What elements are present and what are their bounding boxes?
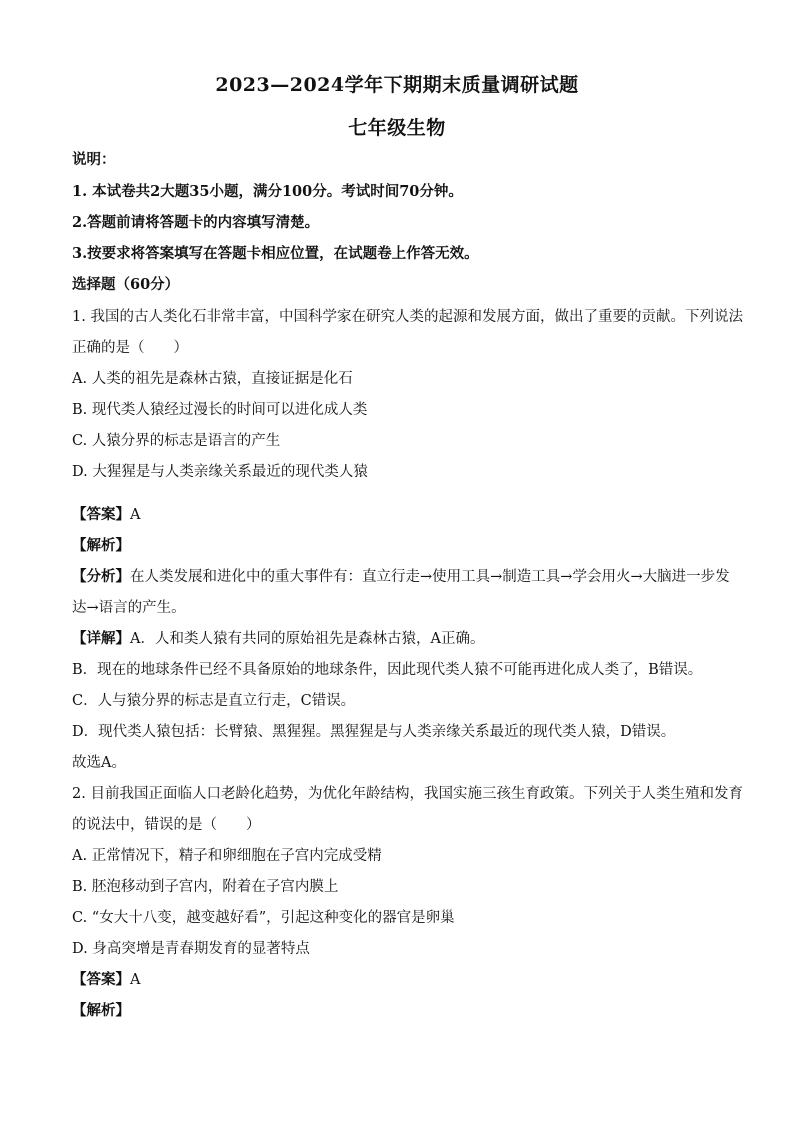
instruction-item-3: 3.按要求将答案填写在答题卡相应位置，在试题卷上作答无效。 <box>72 245 479 262</box>
q1-stem-line2: 正确的是（ ） <box>72 340 188 356</box>
answer-value: A <box>130 507 141 523</box>
q1-fenxi-line1 <box>72 567 732 587</box>
section-title: 选择题（60分） <box>72 276 180 293</box>
q2-option-c: C. “女大十八变，越变越好看”，引起这种变化的器官是卵巢 <box>72 910 455 926</box>
instruction-item-2: 2.答题前请将答题卡的内容填写清楚。 <box>72 214 320 231</box>
answer-tag: 【答案】 <box>72 506 130 523</box>
q2-analysis-tag: 【解析】 <box>72 1002 130 1019</box>
answer-tag: 【答案】 <box>72 971 130 988</box>
fenxi-tag: 【分析】 <box>72 568 130 585</box>
q1-conclusion: 故选A。 <box>72 755 126 771</box>
q1-option-d: D. 大猩猩是与人类亲缘关系最近的现代类人猿 <box>72 464 368 480</box>
q2-option-b: B. 胚泡移动到子宫内，附着在子宫内膜上 <box>72 879 339 895</box>
q1-detail-a <box>72 629 732 649</box>
instructions-label: 说明： <box>72 151 116 168</box>
exam-title: 2023—2024学年下期期末质量调研试题 <box>215 74 579 96</box>
q1-option-a: A. 人类的祖先是森林古猿，直接证据是化石 <box>72 371 353 387</box>
q1-stem-line1: 1. 我国的古人类化石非常丰富，中国科学家在研究人类的起源和发展方面，做出了重要的贡献。下列说法 <box>72 309 743 325</box>
q1-option-b: B. 现代类人猿经过漫长的时间可以进化成人类 <box>72 402 368 418</box>
instruction-item-1: 1. 本试卷共2大题35小题，满分100分。考试时间70分钟。 <box>72 183 463 200</box>
q2-option-d: D. 身高突增是青春期发育的显著特点 <box>72 941 310 957</box>
detail-tag: 【详解】 <box>72 630 130 647</box>
q2-stem-line2: 的说法中，错误的是（ ） <box>72 817 261 833</box>
answer-value: A <box>130 972 141 988</box>
q1-analysis-tag: 【解析】 <box>72 537 130 554</box>
q1-detail-c: C．人与猿分界的标志是直立行走，C错误。 <box>72 693 356 709</box>
q1-detail-d: D．现代类人猿包括：长臂猿、黑猩猩。黑猩猩是与人类亲缘关系最近的现代类人猿，D错误。 <box>72 724 676 740</box>
q1-answer <box>72 505 732 525</box>
fenxi-text: 在人类发展和进化中的重大事件有：直立行走→使用工具→制造工具→学会用火→大脑进一步发 <box>130 569 730 585</box>
q1-fenxi-line2: 达→语言的产生。 <box>72 600 186 616</box>
detail-a-text: A．人和类人猿有共同的原始祖先是森林古猿，A正确。 <box>130 631 485 647</box>
q1-detail-b: B．现在的地球条件已经不具备原始的地球条件，因此现代类人猿不可能再进化成人类了，B错误。 <box>72 662 703 678</box>
q2-answer <box>72 970 732 990</box>
q2-stem-line1: 2. 目前我国正面临人口老龄化趋势，为优化年龄结构，我国实施三孩生育政策。下列关于人类生殖和发育 <box>72 786 743 802</box>
exam-subject: 七年级生物 <box>348 117 446 139</box>
q1-option-c: C. 人猿分界的标志是语言的产生 <box>72 433 281 449</box>
q2-option-a: A. 正常情况下，精子和卵细胞在子宫内完成受精 <box>72 848 382 864</box>
